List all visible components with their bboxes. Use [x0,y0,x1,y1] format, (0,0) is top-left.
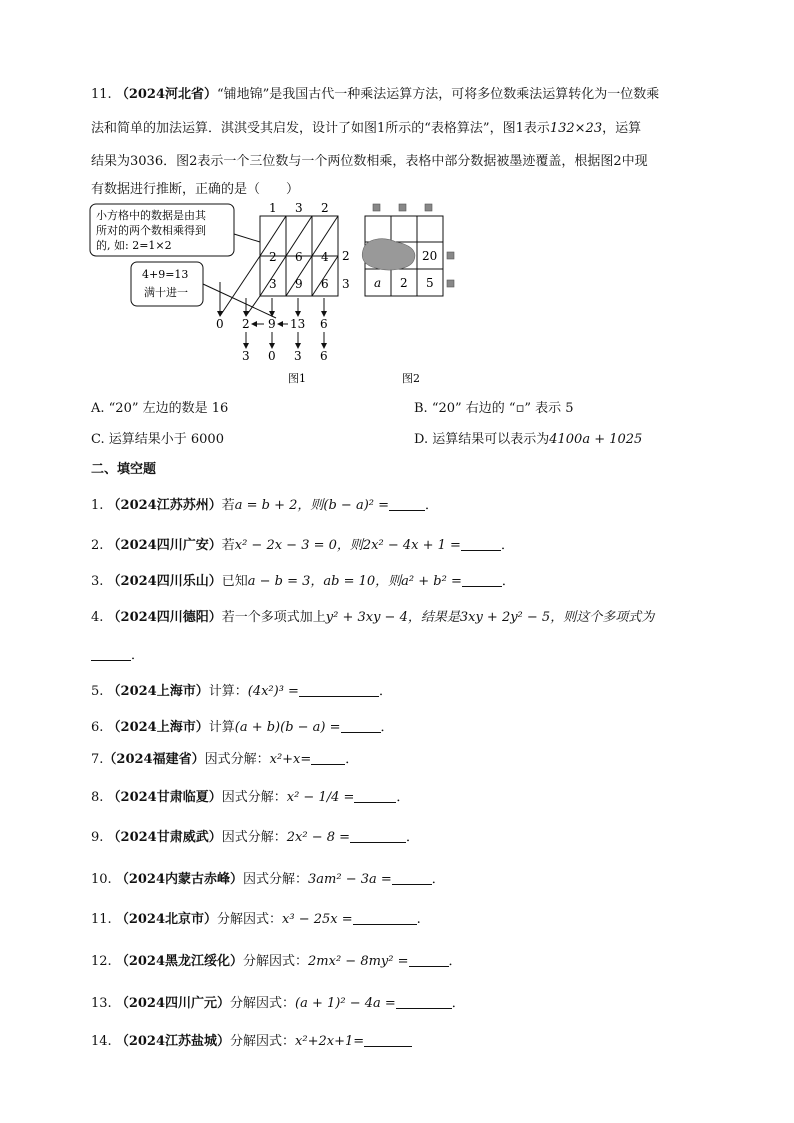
sum-4: 13 [290,317,306,331]
option-a[interactable]: A. “20” 左边的数是 16 [91,401,229,416]
fill-5: 5. （2024上海市）计算：(4x²)³ = ． [91,684,392,699]
result-1: 3 [242,349,250,363]
option-c[interactable]: C. 运算结果小于 6000 [91,432,224,447]
fill-10: 10. （2024内蒙古赤峰）因式分解：3am² − 3a = ． [91,872,445,887]
option-d[interactable]: D. 运算结果可以表示为4100a + 1025 [414,432,643,447]
fig2-caption: 图2 [402,372,420,385]
fill-4-blank: ． [91,644,144,663]
option-b[interactable]: B. “20” 右边的 “▫” 表示 5 [414,401,574,416]
fig2-mid: 20 [422,249,438,263]
cell-r2c3: 6 [321,277,329,291]
fill-8: 8. （2024甘肃临夏）因式分解：x² − 1/4 = ． [91,790,410,805]
sum-2: 2 [242,317,250,331]
fill-9: 9. （2024甘肃威武）因式分解：2x² − 8 = ． [91,830,420,845]
top-digit-2: 3 [295,201,303,215]
fill-12: 12. （2024黑龙江绥化）分解因式：2mx² − 8my² = ． [91,954,462,969]
q11-line3: 结果为3036．图2表示一个三位数与一个两位数相乘，表格中部分数据被墨迹覆盖，根据图2中现 [91,154,648,169]
cell-r1c1: 2 [269,250,277,264]
cell-r1c2: 6 [295,250,303,264]
sum-1: 0 [216,317,224,331]
result-2: 0 [268,349,276,363]
fill-6: 6. （2024上海市）计算(a + b)(b − a) = ． [91,720,394,735]
sum-5: 6 [320,317,328,331]
result-4: 6 [320,349,328,363]
callout2-line2: 满十进一 [144,286,188,299]
fig2-bottom-3: 5 [426,276,434,290]
fill-2: 2. （2024四川广安）若x² − 2x − 3 = 0，则2x² − 4x + 1 = ． [91,538,514,553]
sum-3: 9 [268,317,276,331]
callout1-line1: 小方格中的数据是由其 [96,209,206,222]
cell-r2c1: 3 [269,277,277,291]
fig1-caption: 图1 [288,372,306,385]
q11-line4: 有数据进行推断，正确的是（ ） [91,182,300,197]
fill-13: 13. （2024四川广元）分解因式：(a + 1)² − 4a = ． [91,996,465,1011]
cell-r1c3: 4 [321,250,329,264]
fill-7: 7.（2024福建省）因式分解：x²+x= ． [91,752,359,767]
section-title: 二、填空题 [91,462,157,477]
fill-11: 11. （2024北京市）分解因式：x³ − 25x = . [91,912,421,927]
result-3: 3 [294,349,302,363]
callout1-line3: 的, 如: 2=1×2 [96,239,172,252]
fill-1: 1. （2024江苏苏州）若a = b + 2，则(b − a)² = ． [91,498,439,513]
fill-14: 14. （2024江苏盐城）分解因式：x²+2x+1= [91,1030,412,1049]
top-digit-3: 2 [321,201,329,215]
fig2-bottom-1: a [374,276,382,290]
fill-4: 4. （2024四川德阳）若一个多项式加上y² + 3xy − 4，结果是3xy + 2y² − 5，则这个多项式为 [91,610,655,625]
fig2-bottom-2: 2 [400,276,408,290]
cell-r2c2: 9 [295,277,303,291]
ink-blot [362,239,415,270]
callout2-line1: 4+9=13 [142,268,189,281]
q11-line2: 法和简单的加法运算．淇淇受其启发，设计了如图1所示的“表格算法”，图1表示132×23，运算 [91,121,642,136]
q11-line1: 11. （2024河北省）“铺地锦”是我国古代一种乘法运算方法，可将多位数乘法运算转化为一位数乘 [91,87,660,102]
figure-diagram [88,198,468,388]
side-digit-1: 2 [342,249,350,263]
fill-3: 3. （2024四川乐山）已知a − b = 3，ab = 10，则a² + b² = ． [91,574,515,589]
top-digit-1: 1 [269,201,277,215]
callout1-line2: 所对的两个数相乘得到 [96,224,206,237]
side-digit-2: 3 [342,277,350,291]
